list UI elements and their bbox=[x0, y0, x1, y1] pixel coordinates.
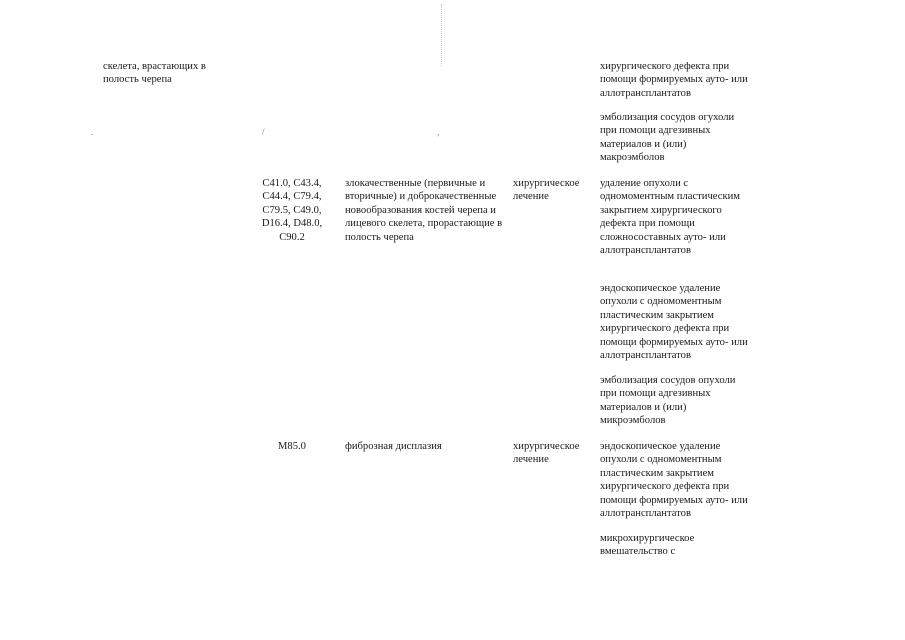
icd-codes-cell: C41.0, C43.4, C44.4, C79.4, C79.5, C49.0, D16.4, D48.0, C90.2 bbox=[261, 178, 323, 243]
treatment-cell: эндоскопическое удаление опухоли с одномоментным пластическим закрытием хирургического дефекта при помощи формируемых ауто- или аллотрансплантатов bbox=[600, 283, 748, 362]
icd-codes-cell: M85.0 bbox=[278, 441, 306, 452]
treatment-type-cell: хирургическое лечение bbox=[513, 178, 580, 203]
treatment-cell: удаление опухоли с одномоментным пластическим закрытием хирургического дефекта при помощи сложносоставных ауто- или аллотрансплантатов bbox=[600, 178, 740, 257]
treatment-cell: эмболизация сосудов опухоли при помощи адгезивных материалов и (или) микроэмболов bbox=[600, 375, 736, 427]
disease-cell: скелета, врастающих в полость черепа bbox=[103, 61, 206, 86]
scan-artifact-line bbox=[441, 4, 443, 66]
scan-artifact-dot: , bbox=[437, 127, 440, 137]
scan-artifact-dot: / bbox=[262, 127, 265, 137]
scan-artifact-dot: . bbox=[91, 127, 94, 137]
treatment-cell: эмболизация сосудов огухоли при помощи адгезивных материалов и (или) макроэмболов bbox=[600, 112, 735, 164]
treatment-cell: эндоскопическое удаление опухоли с одномоментным пластическим закрытием хирургического дефекта при помощи формируемых ауто- или аллотрансплантатов bbox=[600, 441, 748, 520]
treatment-cell: хирургического дефекта при помощи формируемых ауто- или аллотрансплантатов bbox=[600, 61, 748, 99]
disease-cell: фиброзная дисплазия bbox=[345, 441, 442, 452]
treatment-cell: микрохирургическое вмешательство с bbox=[600, 533, 695, 558]
disease-cell: злокачественные (первичные и вторичные) и доброкачественные новообразования костей черепа и лицевого скелета, прорастающие в полость черепа bbox=[345, 178, 503, 243]
treatment-type-cell: хирургическое лечение bbox=[513, 441, 580, 466]
